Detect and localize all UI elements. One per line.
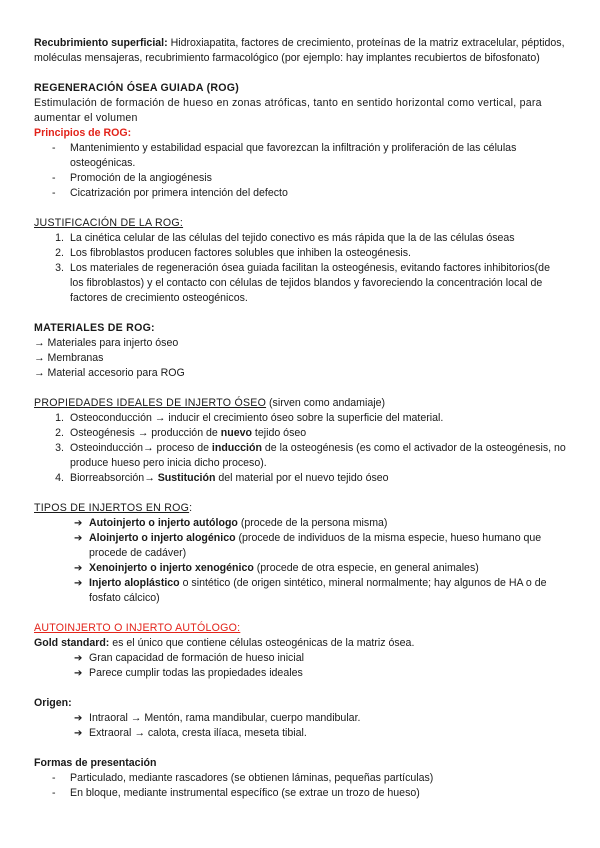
list-item [34, 516, 566, 531]
list-item: - En bloque, mediante instrumental específico (se extrae un trozo de hueso) [34, 786, 566, 801]
gold-standard-text: es el único que contiene células osteogénicas de la matriz ósea. [109, 637, 415, 649]
arrow-bullet-icon: ➔ [74, 578, 83, 589]
list-item-text: Parece cumplir todas las propiedades ideales [89, 667, 303, 679]
rog-description: Estimulación de formación de hueso en zonas atróficas, tanto en sentido horizontal como vertical, para aumentar el volumen [34, 97, 542, 124]
materials-item: → Membranas [34, 352, 104, 364]
gold-standard-line [34, 636, 566, 651]
list-item-text: Mantenimiento y estabilidad espacial que favorezcan la infiltración y proliferación de las células osteogénicas. [70, 142, 517, 169]
rog-principles-heading: Principios de ROG: [34, 127, 132, 139]
list-item-text: Injerto aloplástico o sintético (de origen sintético, mineral normalmente; hay algunos de HA o de fosfato cálcico) [89, 577, 547, 604]
intro-label: Recubrimiento superficial: [34, 37, 168, 49]
justification-heading: JUSTIFICACIÓN DE LA ROG: [34, 217, 184, 229]
list-item-text: Osteoconducción → inducir el crecimiento óseo sobre la superficie del material. [70, 412, 444, 424]
origin-heading: Origen: [34, 697, 72, 709]
list-item [34, 576, 566, 606]
list-item-text: Osteoinducción→ proceso de inducción de la osteogénesis (es como el activador de la osteogénesis, no produce hueso pero inicia dicho proceso). [70, 442, 566, 469]
list-item-text: Extraoral → calota, cresta ilíaca, meseta tibial. [89, 727, 307, 739]
list-item-text: Los fibroblastos producen factores solubles que inhiben la osteogénesis. [70, 247, 411, 259]
list-item-text: La cinética celular de las células del tejido conectivo es más rápida que la de las células óseas [70, 232, 515, 244]
list-item: 3. Osteoinducción→ proceso de inducción de la osteogénesis (es como el activador de la osteogénesis, no produce hueso pero inicia dicho proceso). [55, 442, 566, 469]
list-item-text: Promoción de la angiogénesis [70, 172, 212, 184]
arrow-bullet-icon: ➔ [74, 533, 83, 544]
properties-heading-line [34, 396, 566, 411]
arrow-bullet-icon: ➔ [74, 728, 83, 739]
list-item-text: Aloinjerto o injerto alogénico (procede de individuos de la misma especie, hueso humano que procede de cadáver) [89, 532, 542, 559]
list-item [34, 711, 566, 726]
materials-heading: MATERIALES DE ROG: [34, 322, 155, 334]
list-item [34, 531, 566, 561]
list-item-text: Los materiales de regeneración ósea guiada facilitan la osteogénesis, evitando factores inhibitorios(de los fibroblastos) y el contacto con células de tejidos blandos y favoreciendo la concentración local de factores de crecimiento osteogénicos. [70, 262, 550, 304]
list-item: 4. Biorreabsorción→ Sustitución del material por el nuevo tejido óseo [34, 471, 566, 486]
list-item [34, 666, 566, 681]
list-item-text: Osteogénesis → producción de nuevo tejido óseo [70, 427, 307, 439]
list-item-text: Biorreabsorción→ Sustitución del material por el nuevo tejido óseo [70, 472, 389, 484]
list-item: - Particulado, mediante rascadores (se obtienen láminas, pequeñas partículas) [34, 771, 566, 786]
forms-heading: Formas de presentación [34, 757, 157, 769]
arrow-bullet-icon: ➔ [74, 653, 83, 664]
materials-item: → Materiales para injerto óseo [34, 337, 179, 349]
list-item: 2. Los fibroblastos producen factores solubles que inhiben la osteogénesis. [34, 246, 566, 261]
list-item [34, 561, 566, 576]
list-item: - Cicatrización por primera intención del defecto [34, 186, 566, 201]
graft-types-heading-line: TIPOS DE INJERTOS EN ROG: [34, 502, 193, 514]
arrow-bullet-icon: ➔ [74, 563, 83, 574]
list-item: 1. Osteoconducción → inducir el crecimiento óseo sobre la superficie del material. [34, 411, 566, 426]
arrow-bullet-icon: ➔ [74, 668, 83, 679]
graft-types-heading: TIPOS DE INJERTOS EN ROG [34, 502, 190, 514]
list-item-text: Particulado, mediante rascadores (se obtienen láminas, pequeñas partículas) [70, 772, 434, 784]
intro-text: Hidroxiapatita, factores de crecimiento, proteínas de la matriz extracelular, péptidos, moléculas mensajeras, recubrimiento farmacológico (por ejemplo: hay implantes recubiertos de bifosfonato) [34, 37, 565, 64]
list-item: - Promoción de la angiogénesis [34, 171, 566, 186]
materials-item: → Material accesorio para ROG [34, 367, 185, 379]
list-item-text: Cicatrización por primera intención del defecto [70, 187, 288, 199]
list-item: - Mantenimiento y estabilidad espacial que favorezcan la infiltración y proliferación de las células osteogénicas. [34, 141, 566, 171]
list-item: 2. Osteogénesis → producción de nuevo tejido óseo [34, 426, 566, 441]
list-item-text: En bloque, mediante instrumental específico (se extrae un trozo de hueso) [70, 787, 420, 799]
intro-paragraph [34, 36, 566, 66]
list-item-text: Xenoinjerto o injerto xenogénico (procede de otra especie, en general animales) [89, 562, 479, 574]
list-item-text: Intraoral → Mentón, rama mandibular, cuerpo mandibular. [89, 712, 361, 724]
rog-heading: REGENERACIÓN ÓSEA GUIADA (ROG) [34, 82, 240, 94]
list-item-text: Gran capacidad de formación de hueso inicial [89, 652, 304, 664]
arrow-bullet-icon: ➔ [74, 518, 83, 529]
properties-heading: PROPIEDADES IDEALES DE INJERTO ÓSEO [34, 397, 267, 409]
list-item: 1. La cinética celular de las células del tejido conectivo es más rápida que la de las células óseas [34, 231, 566, 246]
properties-note: (sirven como andamiaje) [266, 397, 386, 409]
autograft-heading: AUTOINJERTO O INJERTO AUTÓLOGO: [34, 622, 241, 634]
gold-standard-label: Gold standard: [34, 637, 110, 649]
list-item [34, 651, 566, 666]
arrow-bullet-icon: ➔ [74, 713, 83, 724]
list-item: 3. Los materiales de regeneración ósea guiada facilitan la osteogénesis, evitando factores inhibitorios(de los fibroblastos) y el contacto con células de tejidos blandos y favoreciendo la concentración local de factores de crecimiento osteogénicos. [34, 261, 566, 306]
list-item-text: Autoinjerto o injerto autólogo (procede de la persona misma) [89, 517, 388, 529]
list-item [34, 726, 566, 741]
